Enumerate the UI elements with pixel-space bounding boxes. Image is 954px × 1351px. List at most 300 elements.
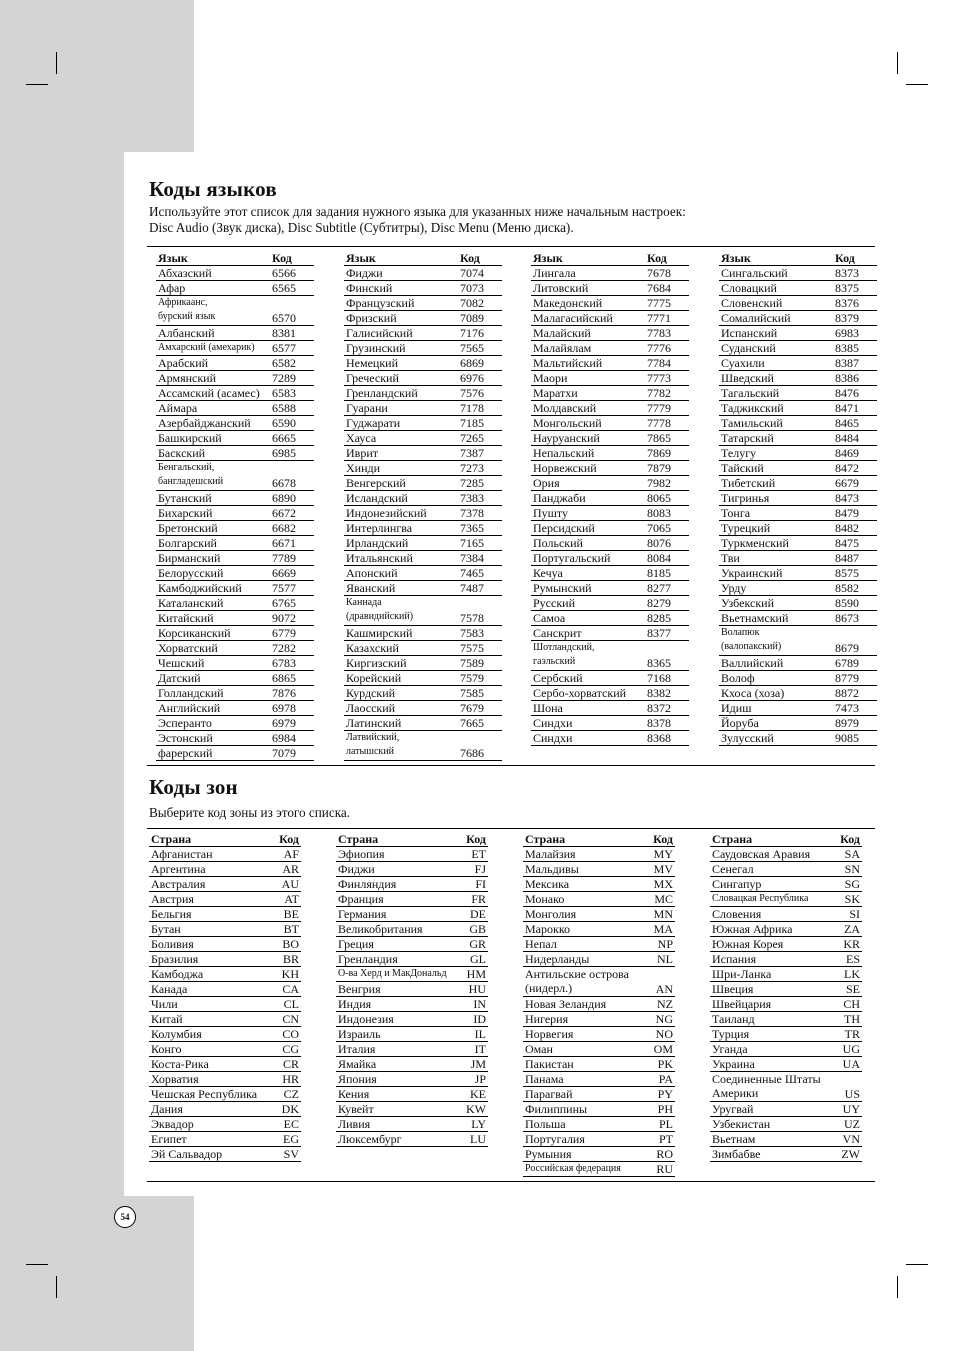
row-code: 6779 [272, 626, 296, 640]
table-row [531, 566, 689, 581]
row-code: 7178 [460, 401, 484, 415]
row-code: NP [657, 937, 673, 951]
table-row [344, 656, 502, 671]
row-name: Гуджарати [346, 416, 401, 430]
row-name: Башкирский [158, 431, 222, 445]
row-name: Индонезия [338, 1012, 394, 1026]
row-name: Южная Корея [712, 937, 784, 951]
row-code: 6588 [272, 401, 296, 415]
row-name: Австралия [151, 877, 206, 891]
header-code: Код [840, 832, 860, 846]
row-code: 8083 [647, 506, 671, 520]
row-name: Словения [712, 907, 762, 921]
row-code: CA [282, 982, 299, 996]
row-name: Кхоса (хоза) [721, 686, 785, 700]
table-row [149, 1057, 301, 1072]
row-code: 7082 [460, 296, 484, 310]
row-name: Урду [721, 581, 747, 595]
row-code: 7282 [272, 641, 296, 655]
row-code: EC [283, 1117, 299, 1131]
row-name: Венгерский [346, 476, 406, 490]
table-row [156, 506, 314, 521]
zones-column-1 [149, 832, 301, 1162]
row-name: Русский [533, 596, 575, 610]
row-code: CG [282, 1042, 299, 1056]
row-code: 7383 [460, 491, 484, 505]
row-name: Афганистан [151, 847, 213, 861]
table-row [336, 1072, 488, 1087]
row-name: Корейский [346, 671, 402, 685]
row-name: Словенский [721, 296, 783, 310]
table-row [344, 266, 502, 281]
row-name: Конго [151, 1042, 182, 1056]
row-name: Камбоджийский [158, 581, 242, 595]
row-code: 8476 [835, 386, 859, 400]
table-row [156, 341, 314, 356]
row-code: SG [844, 877, 860, 891]
row-name: Малайзия [525, 847, 576, 861]
row-code: OM [653, 1042, 673, 1056]
table-row [149, 892, 301, 907]
table-row [531, 536, 689, 551]
row-code: 7589 [460, 656, 484, 670]
table-row [156, 371, 314, 386]
row-name: Китай [151, 1012, 183, 1026]
row-code: PH [657, 1102, 673, 1116]
row-code: 7176 [460, 326, 484, 340]
row-name: Кения [338, 1087, 370, 1101]
row-code: 7679 [460, 701, 484, 715]
row-name: Персидский [533, 521, 595, 535]
row-name: Греция [338, 937, 374, 951]
row-name: Курдский [346, 686, 396, 700]
table-row [531, 701, 689, 716]
row-name: Боливия [151, 937, 194, 951]
row-name: Каталанский [158, 596, 224, 610]
table-row [710, 1027, 862, 1042]
table-row [344, 341, 502, 356]
zones-column-2 [336, 832, 488, 1147]
row-name: Словацкая Республика [712, 893, 809, 904]
row-code: CN [282, 1012, 299, 1026]
table-row [156, 536, 314, 551]
row-name: Датский [158, 671, 201, 685]
row-name: Кашмирский [346, 626, 413, 640]
table-row [719, 686, 877, 701]
row-name: Румынский [533, 581, 592, 595]
table-row [710, 1102, 862, 1117]
row-name: Тайский [721, 461, 764, 475]
row-code: 7074 [460, 266, 484, 280]
row-name: Бутан [151, 922, 181, 936]
table-row [156, 521, 314, 536]
row-code: 8365 [647, 656, 671, 670]
table-row [156, 566, 314, 581]
table-row [531, 341, 689, 356]
row-name: Синдхи [533, 731, 573, 745]
row-code: UZ [844, 1117, 860, 1131]
crop-mark [26, 1264, 48, 1265]
row-code: 7465 [460, 566, 484, 580]
row-name: Итальянский [346, 551, 413, 565]
table-row [719, 521, 877, 536]
table-row [336, 922, 488, 937]
row-name: Малагасийский [533, 311, 613, 325]
row-name: Монгольский [533, 416, 602, 430]
row-name: Коста-Рика [151, 1057, 209, 1071]
row-code: AT [284, 892, 299, 906]
table-row [344, 281, 502, 296]
row-code: 7578 [460, 611, 484, 625]
row-name: Хорватия [151, 1072, 199, 1086]
table-row [523, 937, 675, 952]
row-code: 7487 [460, 581, 484, 595]
row-name: Мексика [525, 877, 570, 891]
table-row [156, 416, 314, 431]
row-code: 8285 [647, 611, 671, 625]
row-name: Эстонский [158, 731, 213, 745]
row-code: PA [658, 1072, 673, 1086]
table-row [344, 596, 502, 626]
languages-column-1 [156, 251, 314, 761]
row-name: Латинский [346, 716, 402, 730]
row-name: Венгрия [338, 982, 381, 996]
row-name: Санскрит [533, 626, 582, 640]
row-code: 6577 [272, 341, 296, 355]
row-code: MC [654, 892, 673, 906]
row-code: UY [842, 1102, 860, 1116]
row-code: 7775 [647, 296, 671, 310]
table-row [344, 356, 502, 371]
table-row [523, 907, 675, 922]
zones-intro: Выберите код зоны из этого списка. [149, 805, 351, 820]
row-name: Греческий [346, 371, 399, 385]
table-row [156, 686, 314, 701]
row-code: ZA [844, 922, 860, 936]
languages-column-2 [344, 251, 502, 761]
row-code: 8373 [835, 266, 859, 280]
row-code: LK [844, 967, 860, 981]
row-code: GR [469, 937, 486, 951]
row-name: Таиланд [712, 1012, 755, 1026]
row-name: Гренландия [338, 952, 398, 966]
row-code: 7265 [460, 431, 484, 445]
languages-intro-line2: Disc Audio (Звук диска), Disc Subtitle (Субтитры), Disc Menu (Меню диска). [149, 220, 574, 235]
row-code: 8484 [835, 431, 859, 445]
row-name: Бихарский [158, 506, 213, 520]
row-code: 6583 [272, 386, 296, 400]
table-row [523, 952, 675, 967]
row-name: Маори [533, 371, 568, 385]
row-code: MA [653, 922, 673, 936]
row-code: 6669 [272, 566, 296, 580]
table-row [531, 446, 689, 461]
table-row [156, 446, 314, 461]
divider [147, 828, 875, 829]
row-code: 8382 [647, 686, 671, 700]
table-row [344, 446, 502, 461]
table-row [531, 551, 689, 566]
row-name: Оман [525, 1042, 553, 1056]
table-row [156, 281, 314, 296]
row-name: Шотландский, гаэльский [533, 642, 595, 667]
row-name: Мальтийский [533, 356, 603, 370]
languages-title: Коды языков [149, 177, 277, 201]
row-name: Хорватский [158, 641, 218, 655]
row-name: Абхазский [158, 266, 212, 280]
row-name: Украинский [721, 566, 783, 580]
row-code: 7783 [647, 326, 671, 340]
row-name: Амхарский (амехарик) [158, 342, 255, 353]
table-row [531, 416, 689, 431]
table-row [710, 847, 862, 862]
row-code: GL [470, 952, 486, 966]
table-row [149, 1072, 301, 1087]
row-name: Израиль [338, 1027, 381, 1041]
table-row [719, 401, 877, 416]
row-name: Татарский [721, 431, 774, 445]
row-code: 6890 [272, 491, 296, 505]
table-row [523, 1072, 675, 1087]
table-row [149, 1117, 301, 1132]
table-row [531, 686, 689, 701]
row-name: Тви [721, 551, 740, 565]
row-name: Бретонский [158, 521, 218, 535]
row-name: Африкаанс, бурский язык [158, 297, 216, 322]
table-row [156, 611, 314, 626]
crop-mark [897, 1276, 898, 1298]
row-code: 9072 [272, 611, 296, 625]
table-row [336, 862, 488, 877]
table-row [719, 506, 877, 521]
row-name: Сербо-хорватский [533, 686, 627, 700]
table-row [344, 431, 502, 446]
row-name: Марокко [525, 922, 571, 936]
row-code: 6672 [272, 506, 296, 520]
row-code: 7185 [460, 416, 484, 430]
row-name: Чешская Республика [151, 1087, 258, 1101]
table-row [344, 641, 502, 656]
row-name: Китайский [158, 611, 214, 625]
row-code: SN [844, 862, 860, 876]
row-code: 6984 [272, 731, 296, 745]
table-row [719, 461, 877, 476]
table-row [719, 281, 877, 296]
row-name: Кувейт [338, 1102, 374, 1116]
row-name: Гренландский [346, 386, 418, 400]
table-row [719, 476, 877, 491]
row-code: HR [282, 1072, 299, 1086]
table-row [149, 862, 301, 877]
row-name: Волоф [721, 671, 755, 685]
row-name: Малайялам [533, 341, 592, 355]
row-name: Пушту [533, 506, 568, 520]
table-row [710, 1042, 862, 1057]
table-row [149, 1042, 301, 1057]
row-name: Баскский [158, 446, 206, 460]
table-row [523, 1057, 675, 1072]
row-name: Германия [338, 907, 387, 921]
table-row [523, 877, 675, 892]
row-code: 8375 [835, 281, 859, 295]
table-row [344, 416, 502, 431]
table-row [156, 731, 314, 746]
row-name: Фризский [346, 311, 397, 325]
row-name: Синдхи [533, 716, 573, 730]
row-code: 8475 [835, 536, 859, 550]
row-name: Иврит [346, 446, 378, 460]
table-row [336, 1132, 488, 1147]
divider [147, 246, 875, 247]
crop-mark [26, 84, 48, 85]
table-row [710, 1117, 862, 1132]
table-row [531, 476, 689, 491]
row-name: Ассамский (асамес) [158, 386, 260, 400]
table-row [531, 371, 689, 386]
row-code: 8872 [835, 686, 859, 700]
row-code: 8979 [835, 716, 859, 730]
row-code: 7565 [460, 341, 484, 355]
table-row [336, 967, 488, 982]
table-row [336, 1117, 488, 1132]
row-name: Молдавский [533, 401, 597, 415]
header-code: Код [466, 832, 486, 846]
table-row [336, 907, 488, 922]
table-row [523, 1027, 675, 1042]
table-row [719, 296, 877, 311]
row-name: Мальдивы [525, 862, 579, 876]
row-code: LY [471, 1117, 486, 1131]
table-row [531, 671, 689, 686]
row-name: Пакистан [525, 1057, 574, 1071]
row-name: Туркменский [721, 536, 789, 550]
row-name: Португальский [533, 551, 611, 565]
row-name: Гуарани [346, 401, 388, 415]
table-row [719, 326, 877, 341]
row-code: 7585 [460, 686, 484, 700]
table-row [710, 982, 862, 997]
row-name: Македонский [533, 296, 603, 310]
row-code: MY [653, 847, 673, 861]
row-code: 8590 [835, 596, 859, 610]
row-name: Сингальский [721, 266, 788, 280]
row-name: Румыния [525, 1147, 572, 1161]
table-row [149, 1132, 301, 1147]
table-header [156, 251, 314, 266]
row-name: Сомалийский [721, 311, 791, 325]
table-row [531, 296, 689, 311]
row-name: Сербский [533, 671, 583, 685]
row-name: Голландский [158, 686, 224, 700]
table-row [344, 716, 502, 731]
row-name: Дания [151, 1102, 183, 1116]
row-code: 7686 [460, 746, 484, 760]
row-code: 8065 [647, 491, 671, 505]
table-row [719, 581, 877, 596]
table-row [531, 386, 689, 401]
row-name: Азербайджанский [158, 416, 251, 430]
row-name: Шона [533, 701, 563, 715]
table-row [531, 521, 689, 536]
row-code: 8378 [647, 716, 671, 730]
row-code: SV [283, 1147, 299, 1161]
row-name: Франция [338, 892, 384, 906]
row-code: 7378 [460, 506, 484, 520]
row-name: Аргентина [151, 862, 206, 876]
row-code: 7876 [272, 686, 296, 700]
row-name: Литовский [533, 281, 589, 295]
table-row [719, 446, 877, 461]
table-row [710, 1132, 862, 1147]
row-code: 8779 [835, 671, 859, 685]
row-code: 7771 [647, 311, 671, 325]
row-code: RU [656, 1162, 673, 1176]
row-code: 7079 [272, 746, 296, 760]
row-code: 8472 [835, 461, 859, 475]
row-code: 8279 [647, 596, 671, 610]
table-row [149, 1027, 301, 1042]
row-name: Непал [525, 937, 557, 951]
table-row [719, 371, 877, 386]
row-name: Самоа [533, 611, 566, 625]
row-name: Фиджи [346, 266, 383, 280]
table-row [523, 1162, 675, 1177]
row-code: EG [283, 1132, 299, 1146]
row-code: 7089 [460, 311, 484, 325]
table-row [344, 296, 502, 311]
row-code: 6983 [835, 326, 859, 340]
row-code: ZW [841, 1147, 860, 1161]
row-name: Колумбия [151, 1027, 202, 1041]
row-name: Норвежский [533, 461, 597, 475]
table-row [719, 356, 877, 371]
table-row [156, 296, 314, 326]
row-name: Грузинский [346, 341, 406, 355]
row-name: Ямайка [338, 1057, 377, 1071]
row-code: 8076 [647, 536, 671, 550]
table-row [149, 937, 301, 952]
row-name: Афар [158, 281, 186, 295]
row-name: Португалия [525, 1132, 585, 1146]
row-name: Шри-Ланка [712, 967, 772, 981]
table-row [344, 701, 502, 716]
row-code: BO [282, 937, 299, 951]
row-name: Тагальский [721, 386, 780, 400]
table-row [710, 1057, 862, 1072]
table-row [156, 671, 314, 686]
header-name: Язык [158, 251, 188, 265]
row-code: 7982 [647, 476, 671, 490]
row-code: PT [658, 1132, 673, 1146]
row-name: Япония [338, 1072, 377, 1086]
row-name: Антильские острова (нидерл.) [525, 967, 629, 995]
row-name: Новая Зеландия [525, 997, 607, 1011]
table-row [344, 506, 502, 521]
row-code: ID [473, 1012, 486, 1026]
row-name: Камбоджа [151, 967, 204, 981]
row-code: FI [475, 877, 486, 891]
row-code: 7879 [647, 461, 671, 475]
table-row [344, 551, 502, 566]
row-code: 7665 [460, 716, 484, 730]
row-code: JP [474, 1072, 486, 1086]
row-name: Финляндия [338, 877, 397, 891]
row-code: CO [282, 1027, 299, 1041]
table-row [710, 892, 862, 907]
table-row [344, 671, 502, 686]
table-row [344, 311, 502, 326]
row-code: 7865 [647, 431, 671, 445]
